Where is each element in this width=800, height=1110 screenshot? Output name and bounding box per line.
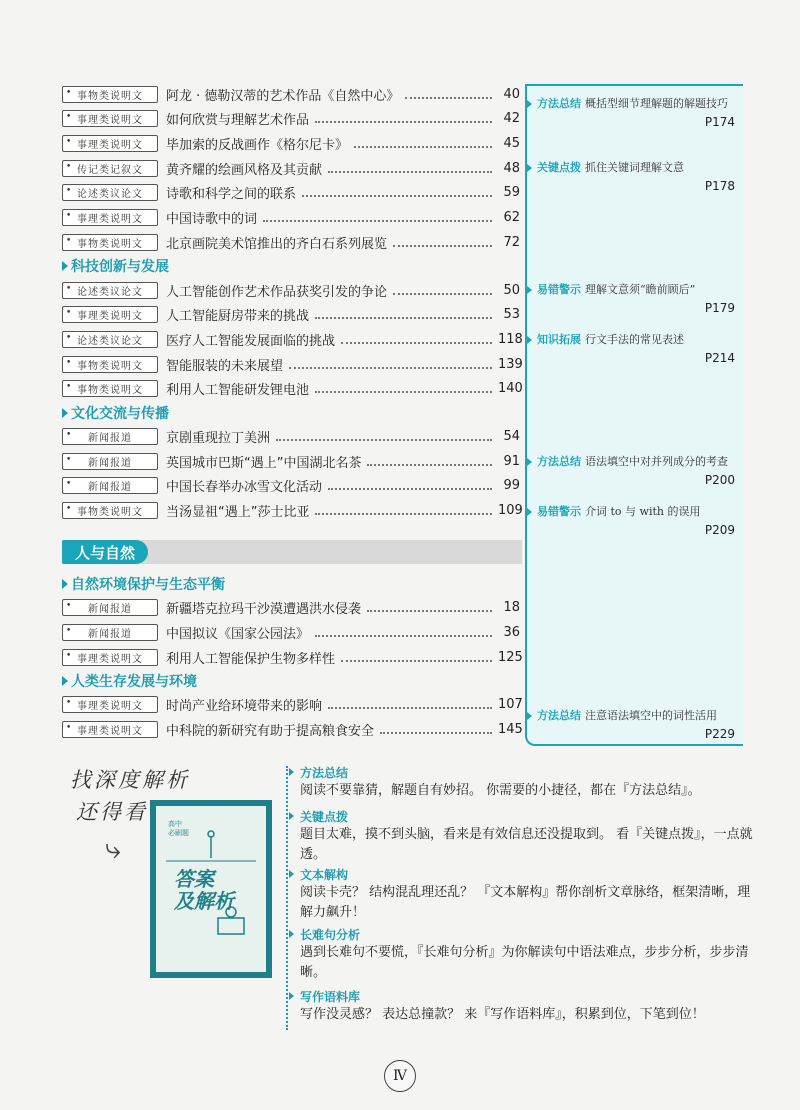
genre-tag: • 新闻报道 [62, 477, 158, 494]
page-ref: 109 [498, 502, 523, 518]
dot-leader [328, 699, 492, 709]
tip-item[interactable] [537, 330, 739, 366]
dot-leader [263, 212, 492, 222]
feature-text: 遇到长难句不要慌，『长难句分析』为你解读句中语法难点，步步分析，步步清晰。 [300, 945, 749, 980]
article-title: 人工智能厨房带来的挑战 [166, 308, 310, 324]
major-section-title: 人与自然 [62, 540, 148, 564]
toc-row[interactable] [62, 647, 523, 667]
tip-item[interactable] [537, 502, 739, 538]
page-ref: 99 [503, 477, 520, 493]
feature-text: 写作没灵感？ 表达总撞款？ 来『写作语料库』，积累到位，下笔到位！ [300, 1007, 705, 1022]
article-title: 人工智能创作艺术作品获奖引发的争论 [166, 284, 388, 300]
tip-kind: 易错警示 [537, 505, 581, 518]
dot-leader [341, 334, 492, 344]
tip-text: 注意语法填空中的词性活用 [585, 709, 717, 722]
toc-row[interactable] [62, 182, 520, 202]
dot-leader [354, 138, 492, 148]
article-title: 阿龙 · 德勒汉蒂的艺术作品《自然中心》 [166, 88, 400, 104]
genre-tag: • 论述类议论文 [62, 282, 158, 299]
divider-line [286, 766, 288, 1030]
tip-page: P179 [704, 301, 735, 315]
article-title: 京剧重现拉丁美洲 [166, 430, 271, 446]
genre-tag: • 事物类说明文 [62, 380, 158, 397]
dot-leader [367, 602, 492, 612]
page-ref: 48 [503, 160, 520, 176]
page-ref: 54 [503, 428, 520, 444]
toc-row[interactable] [62, 108, 520, 128]
article-title: 中国诗歌中的词 [166, 211, 258, 227]
article-title: 诗歌和科学之间的联系 [166, 186, 297, 202]
article-title: 智能服装的未来展望 [166, 358, 284, 374]
genre-tag: • 事理类说明文 [62, 306, 158, 323]
article-title: 时尚产业给环境带来的影响 [166, 698, 323, 714]
article-title: 北京画院美术馆推出的齐白石系列展览 [166, 236, 388, 252]
genre-tag: • 论述类议论文 [62, 184, 158, 201]
page-ref: 107 [498, 696, 523, 712]
tip-kind: 方法总结 [537, 97, 581, 110]
toc-row[interactable] [62, 475, 520, 495]
book-illustration-icon [156, 806, 266, 972]
article-title: 毕加索的反战画作《格尔尼卡》 [166, 137, 349, 153]
genre-tag: • 事物类说明文 [62, 502, 158, 519]
section-heading-culture: 文化交流与传播 [62, 403, 169, 423]
tip-page: P178 [704, 179, 735, 193]
feature-heading: 写作语料库 [300, 988, 760, 1005]
tip-page: P229 [704, 727, 735, 741]
toc-row[interactable] [62, 329, 523, 349]
answer-book-cover [150, 800, 272, 978]
toc-row[interactable] [62, 719, 523, 739]
feature-heading: 文本解构 [300, 866, 760, 883]
article-title: 医疗人工智能发展面临的挑战 [166, 333, 336, 349]
tip-kind: 方法总结 [537, 709, 581, 722]
genre-tag: • 新闻报道 [62, 453, 158, 470]
tip-text: 行文手法的常见表述 [585, 333, 684, 346]
page-ref: 125 [498, 649, 523, 665]
toc-row[interactable] [62, 378, 523, 398]
dot-leader [315, 113, 492, 123]
section-heading-tech: 科技创新与发展 [62, 256, 169, 276]
dot-leader [315, 383, 492, 393]
article-title: 黄齐耀的绘画风格及其贡献 [166, 162, 323, 178]
feature-item [300, 866, 760, 923]
toc-row[interactable] [62, 84, 520, 104]
toc-row[interactable] [62, 597, 520, 617]
feature-text: 题目太难，摸不到头脑，看来是有效信息还没提取到。 看『关键点拨』，一点就透。 [300, 827, 753, 862]
page-ref: 59 [503, 184, 520, 200]
toc-row[interactable] [62, 133, 520, 153]
genre-tag: • 事理类说明文 [62, 135, 158, 152]
toc-row[interactable] [62, 280, 520, 300]
tip-page: P200 [704, 473, 735, 487]
dot-leader [380, 724, 492, 734]
article-title: 当汤显祖“遇上”莎士比亚 [166, 504, 310, 520]
genre-tag: • 新闻报道 [62, 624, 158, 641]
tip-kind: 关键点拨 [537, 161, 581, 174]
dot-leader [341, 652, 492, 662]
genre-tag: • 事理类说明文 [62, 209, 158, 226]
tip-page: P214 [704, 351, 735, 365]
feature-item [300, 808, 760, 865]
dot-leader [393, 237, 492, 247]
page-ref: 62 [503, 209, 520, 225]
dot-leader [393, 285, 492, 295]
page-ref: 118 [498, 331, 523, 347]
feature-item [300, 988, 760, 1025]
toc-row[interactable] [62, 500, 523, 520]
feature-text: 阅读不要靠猜，解题自有妙招。 你需要的小捷径，都在『方法总结』。 [300, 783, 701, 798]
tip-item[interactable] [537, 280, 739, 316]
feature-heading: 关键点拨 [300, 808, 760, 825]
promo-line-1: 找深度解析 [70, 768, 190, 792]
article-title: 利用人工智能保护生物多样性 [166, 651, 336, 667]
genre-tag: • 事物类说明文 [62, 234, 158, 251]
tip-page: P174 [704, 115, 735, 129]
tip-page: P209 [704, 523, 735, 537]
feature-heading: 方法总结 [300, 764, 760, 781]
toc-row[interactable] [62, 354, 523, 374]
dot-leader [289, 359, 492, 369]
article-title: 中国拟议《国家公园法》 [166, 626, 310, 642]
feature-item [300, 764, 760, 801]
promo-line-2: 还得看 [76, 800, 148, 824]
dot-leader [328, 480, 492, 490]
feature-item [300, 926, 760, 983]
feature-heading: 长难句分析 [300, 926, 760, 943]
book-title: 答案 及解析 [174, 867, 234, 913]
genre-tag: • 论述类议论文 [62, 331, 158, 348]
page-ref: 42 [503, 110, 520, 126]
page-ref: 53 [503, 306, 520, 322]
tip-text: 抓住关键词理解文意 [585, 161, 684, 174]
article-title: 新疆塔克拉玛干沙漠遭遇洪水侵袭 [166, 601, 362, 617]
dot-leader [405, 89, 492, 99]
toc-row[interactable] [62, 426, 520, 446]
dot-leader [315, 627, 492, 637]
page-ref: 45 [503, 135, 520, 151]
genre-tag: • 事理类说明文 [62, 721, 158, 738]
tip-kind: 方法总结 [537, 455, 581, 468]
genre-tag: • 传记类记叙文 [62, 160, 158, 177]
genre-tag: • 事理类说明文 [62, 696, 158, 713]
toc-row[interactable] [62, 232, 520, 252]
page-ref: 72 [503, 234, 520, 250]
section-heading-eco: 自然环境保护与生态平衡 [62, 574, 225, 594]
genre-tag: • 事理类说明文 [62, 110, 158, 127]
book-series-label: 高中 必刷题 [168, 820, 189, 837]
genre-tag: • 新闻报道 [62, 599, 158, 616]
dot-leader [302, 187, 492, 197]
tip-text: 概括型细节理解题的解题技巧 [585, 97, 728, 110]
tip-kind: 知识拓展 [537, 333, 581, 346]
article-title: 英国城市巴斯“遇上”中国湖北名茶 [166, 455, 362, 471]
page-ref: 36 [503, 624, 520, 640]
page-ref: 91 [503, 453, 520, 469]
tips-panel [525, 84, 743, 746]
tip-item[interactable] [537, 158, 739, 194]
genre-tag: • 新闻报道 [62, 428, 158, 445]
tip-text: 语法填空中对并列成分的考查 [585, 455, 728, 468]
section-heading-survival: 人类生存发展与环境 [62, 671, 197, 691]
article-title: 中国长春举办冰雪文化活动 [166, 479, 323, 495]
major-section-bar [62, 540, 522, 564]
dot-leader [315, 505, 492, 515]
page-number: Ⅳ [384, 1060, 416, 1092]
article-title: 中科院的新研究有助于提高粮食安全 [166, 723, 375, 739]
toc-row[interactable] [62, 207, 520, 227]
tip-kind: 易错警示 [537, 283, 581, 296]
book-cover-face [156, 806, 266, 972]
page-ref: 18 [503, 599, 520, 615]
toc-row[interactable] [62, 451, 520, 471]
page-ref: 140 [498, 380, 523, 396]
tip-item[interactable] [537, 452, 739, 488]
toc-row[interactable] [62, 694, 523, 714]
genre-tag: • 事理类说明文 [62, 649, 158, 666]
toc-row[interactable] [62, 304, 520, 324]
tip-text: 介词 to 与 with 的误用 [585, 505, 701, 518]
tip-item[interactable] [537, 94, 739, 130]
genre-tag: • 事物类说明文 [62, 356, 158, 373]
article-title: 如何欣赏与理解艺术作品 [166, 112, 310, 128]
feature-text: 阅读卡壳？ 结构混乱理还乱？ 『文本解构』帮你剖析文章脉络，框架清晰，理解力飙升！ [300, 885, 751, 920]
curved-arrow-icon: ⤷ [105, 832, 121, 865]
dot-leader [276, 431, 492, 441]
tip-item[interactable] [537, 706, 739, 742]
genre-tag: • 事物类说明文 [62, 86, 158, 103]
tip-text: 理解文意须“瞻前顾后” [585, 283, 696, 296]
article-title: 利用人工智能研发锂电池 [166, 382, 310, 398]
page-ref: 145 [498, 721, 523, 737]
page-ref: 139 [498, 356, 523, 372]
toc-row[interactable] [62, 158, 520, 178]
dot-leader [367, 456, 492, 466]
dot-leader [328, 163, 492, 173]
dot-leader [315, 309, 492, 319]
toc-row[interactable] [62, 622, 520, 642]
page-ref: 50 [503, 282, 520, 298]
page-ref: 40 [503, 86, 520, 102]
